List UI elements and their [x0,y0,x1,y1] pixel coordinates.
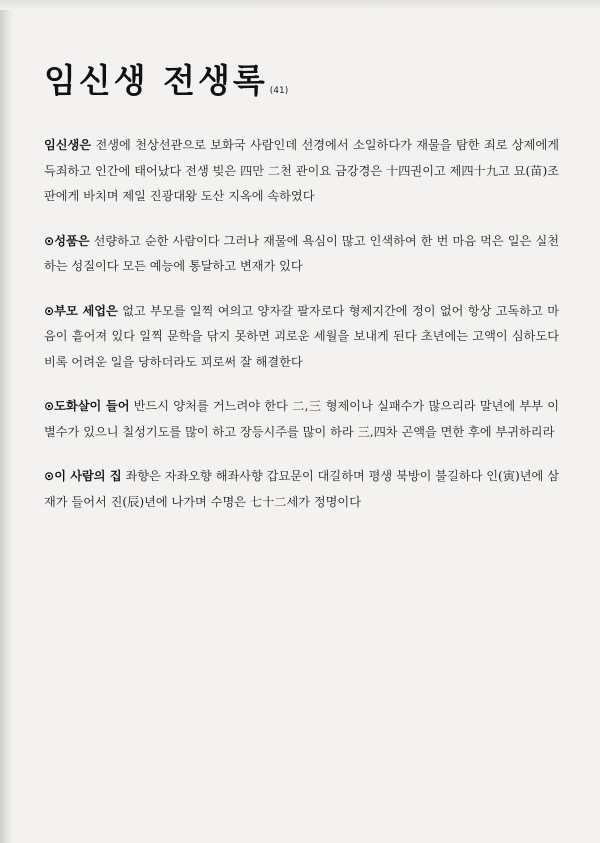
page-title: 임신생 전생록 [44,61,268,100]
paragraph-text: 반드시 양처를 거느려야 한다 二,三 형제이나 실패수가 많으리라 말년에 부부 이별수가 있으니 칠성기도를 많이 하고 장등시주를 많이 하라 三,四차 곤액을 면한 후에 부귀하리라 [44,399,559,439]
paragraph-lead: 임신생은 [44,138,92,152]
paragraph-text: 좌향은 자좌오향 해좌사향 갑묘문이 대길하며 평생 북방이 불길하다 인(寅)년에 삼재가 들어서 진(辰)년에 나가며 수명은 七十二세가 정명이다 [44,469,559,509]
paragraph-parents [44,299,559,376]
title-row [44,55,559,101]
paragraph-house [44,464,559,515]
paragraph-dohwasal [44,394,559,445]
paragraph-text: 없고 부모를 일찍 여의고 양자갈 팔자로다 형제지간에 정이 없어 항상 고독하고 마음이 흩어져 있다 일찍 문학을 닦지 못하면 괴로운 세월을 보내게 된다 초년에는 고액이 심하도다 비록 어려운 일을 당하더라도 꾀로써 잘 해결한다 [44,303,559,369]
page-top-shadow [0,0,600,10]
page-number: (41) [269,86,289,96]
paragraph-lead: ⊙부모 세업은 [44,303,118,318]
paragraph-personality [44,229,559,280]
paragraph-lead: ⊙성품은 [44,233,90,248]
paragraph-lead: ⊙도화살이 들어 [44,399,130,413]
paragraph-text: 선량하고 순한 사람이다 그러나 재물에 욕심이 많고 인색하여 한 번 마음 먹은 일은 실천하는 성질이다 모든 예능에 통달하고 변재가 있다 [44,233,559,273]
page-edge-shadow [0,0,14,843]
paragraph-intro [44,133,559,210]
paragraph-lead: ⊙이 사람의 집 [44,469,122,483]
document-page [44,55,559,515]
paragraph-text: 전생에 천상선관으로 보화국 사람인데 선경에서 소일하다가 재물을 탐한 죄로 상제에게 득죄하고 인간에 태어났다 전생 빚은 四만 二천 관이요 금강경은 十四권이고 제四十九고 묘(苗)조판에게 바치며 제일 진광대왕 도산 지옥에 속하였다 [44,138,559,203]
